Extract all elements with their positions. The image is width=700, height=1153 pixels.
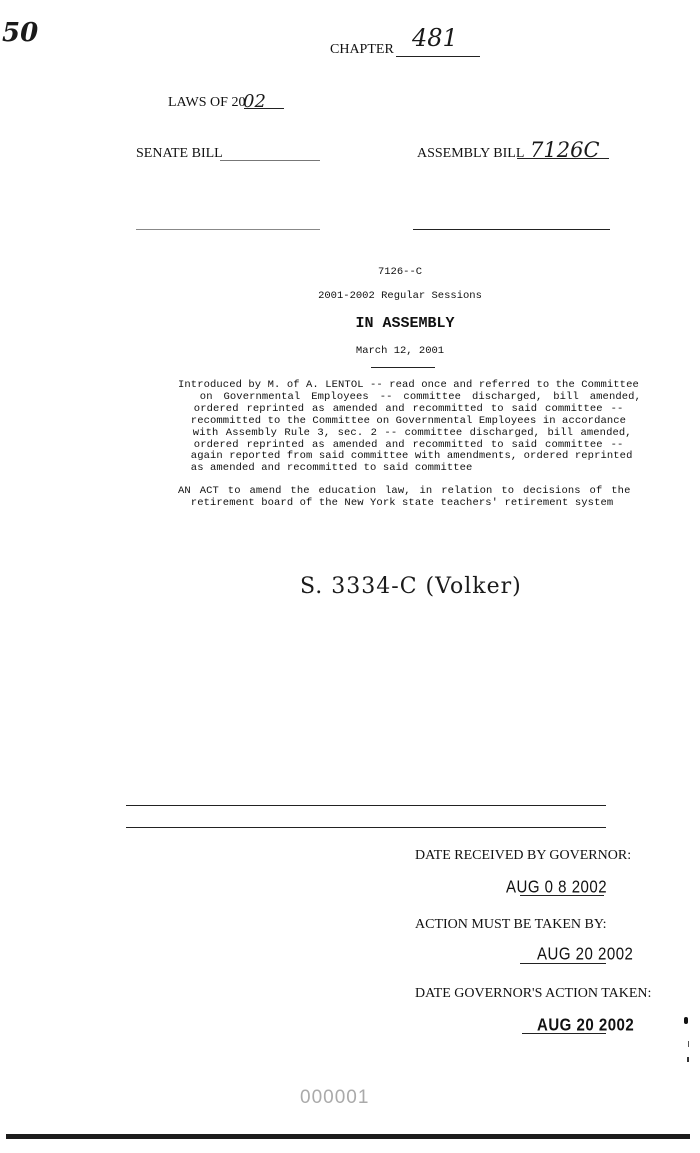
bill-house-heading: IN ASSEMBLY [355, 315, 455, 332]
corner-handwritten-mark: 50 [2, 18, 39, 48]
action-taken-underline [522, 1033, 606, 1034]
introduction-line: Introduced by M. of A. LENTOL -- read once and referred to the Committee [178, 379, 639, 391]
date-received-stamp: AUG 0 8 2002 [506, 877, 608, 898]
chapter-underline [396, 56, 480, 57]
act-line: retirement board of the New York state teachers' retirement system [178, 496, 614, 509]
act-line: AN ACT to amend the education law, in relation to decisions of the [178, 485, 631, 497]
assembly-bill-label: ASSEMBLY BILL [417, 146, 525, 161]
assembly-bill-underline [517, 158, 609, 159]
senate-bill-underline [220, 160, 320, 161]
left-blank-rule [136, 229, 320, 230]
action-must-be-taken-label: ACTION MUST BE TAKEN BY: [415, 917, 607, 932]
introduction-line: ordered reprinted as amended and recommitted to said committee -- [178, 402, 624, 415]
action-taken-stamp: AUG 20 2002 [537, 1015, 635, 1036]
right-blank-rule [413, 229, 610, 230]
action-must-be-taken-stamp: AUG 20 2002 [537, 944, 634, 965]
lower-long-rule [126, 827, 606, 828]
assembly-bill-number-handwritten: 7126C [530, 138, 600, 162]
introduction-line: on Governmental Employees -- committee discharged, bill amended, [178, 390, 641, 403]
bill-act [178, 486, 638, 510]
chapter-label: CHAPTER [330, 42, 394, 57]
page-number: 000001 [300, 1087, 370, 1108]
introduction-line: with Assembly Rule 3, sec. 2 -- committee discharged, bill amended, [178, 426, 632, 439]
laws-year-handwritten: 02 [243, 91, 266, 112]
handwritten-senate-reference: S. 3334-C (Volker) [300, 574, 522, 599]
introduction-line: recommitted to the Committee on Governmental Employees in accordance [178, 414, 627, 427]
chapter-number-handwritten: 481 [412, 24, 458, 52]
date-received-underline [520, 895, 604, 896]
senate-bill-label: SENATE BILL [136, 146, 223, 161]
action-taken-label: DATE GOVERNOR'S ACTION TAKEN: [415, 986, 652, 1001]
action-must-be-taken-underline [520, 963, 606, 964]
bill-date: March 12, 2001 [355, 345, 445, 357]
bill-session: 2001-2002 Regular Sessions [318, 290, 482, 302]
date-received-label: DATE RECEIVED BY GOVERNOR: [415, 848, 632, 863]
scan-mark [688, 1041, 689, 1047]
introduction-line: ordered reprinted as amended and recommitted to said committee -- [178, 438, 624, 451]
scan-mark [687, 1057, 689, 1062]
bill-introduction [178, 379, 641, 475]
scan-bottom-edge [6, 1134, 690, 1139]
scan-mark [684, 1017, 688, 1024]
introduction-line: as amended and recommitted to said committee [178, 462, 473, 475]
laws-year-underline [244, 108, 284, 109]
bill-number: 7126--C [377, 266, 423, 278]
date-underline [371, 367, 435, 368]
laws-of-label: LAWS OF 20 [168, 95, 246, 110]
introduction-line: again reported from said committee with amendments, ordered reprinted [178, 450, 633, 463]
upper-long-rule [126, 805, 606, 806]
